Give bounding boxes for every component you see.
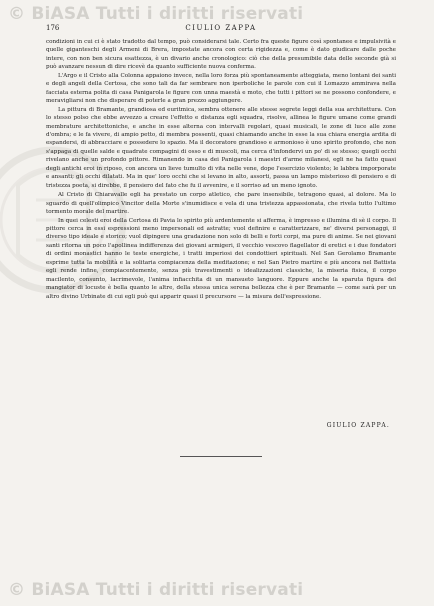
watermark-top: © BiASA Tutti i diritti riservati <box>8 4 304 24</box>
paragraph: La pittura di Bramante, grandiosa ed euritmica, sembra ottenere alle stesse segrete leggi della sua architettura. Con lo stesso polso che ebbe avvezzo a creare l'effetto e distanza egli squadra, risolve, allinea le figure umane come grandi membrature architettoniche, e anche in esse alterna con intervalli regolari, quasi musicali, le zone di luce alle zone d'ombra; e le fa vivere, di ampio petto, di membra possenti, quasi chiamando anche in esse la sua chiara energia ardita di espandersi, di abbracciare e possedere lo spazio. Ma il decoratore grandioso e armonioso è uno spirito profondo, che non s'appaga di quelle salde e quadrate compagini di osso e di muscoli, ma cerca d'infondervi un po' di se stesso; quegli occhi rivelano anche un profondo pittore. Rimanendo in casa dei Panigarola i maestri d'arme milanesi, egli ne ha fatto quasi degli antichi eroi in riposo, con ancora un lieve tumulto di vita nelle vene, dope l'esercizio violento; le labbra imporporate e ansanti; gli occhi dilatati. Ma in que' loro occhi che si levano in alto, assorti, passa un lampo misterioso di pensiero e di tristezza poeta, si direbbe, il pensiero del fato che fu il avvenire, e il sorriso ad un meno ignoto. <box>46 106 396 189</box>
paragraph: condizioni in cui ci è stato tradotto dal tempo, può considerarsi tale. Certo fra queste figure così spontanee e impulsività e quelle giganteschi degli Armeni di Brera, impostate ancora con certa rigidezza e, come è dato giudicare dalle poche intere, con non ben sicura esattezza, è un divario anche cronologico: ciò che della presumibile data delle seconde già si può avanzare nessun di dire ricevè da quanto sufficiente nuova conferma. <box>46 39 396 71</box>
author-signature: GIULIO ZAPPA. <box>326 422 390 429</box>
running-head <box>46 24 396 34</box>
article-body <box>46 38 396 301</box>
paragraph: In quei celesti eroi della Certosa di Pavia lo spirito più ardentemente si afferma, è impresso e illumina di sè il corpo. Il pittore cerca in essi espressioni meno impersonali ed astratte; vuol definire e caratterizzare, ne' diversi personaggi, il diverso tipo ideale e storico; vuol dipingere una gradazione non solo di belli e forti corpi, ma pure di anime. Se nei giovani santi ritorna un poco l'apollinea indifferenza dei giovani armigeri, il vecchio vescovo flagellator di eretici e i due fondatori di ordini monastici hanno le teste energiche, i tratti imperiosi dei condottieri spirituali. Nel San Gerolamo Bramante esprime tutta la mobilità e la solitaria compiacenza della meditazione; e nel San Pietro martire e più ancora nel Battista egli rende infine, compiacentemente, senza più travestimenti o idealizzazioni classiche, la miseria fisica, il corpo macilento, consunto, lacrimevole, l'anima infiacchita di un mansueto languore. Eppure anche la sparuta figura del mangiator di locuste è bella quanto le altre, della stessa unica serena bellezza che è per Bramante — come sarà per un altro divino Urbinate di cui egli può qui apparir quasi il precursore — la misura dell'espressione. <box>46 217 396 300</box>
watermark-bottom: © BiASA Tutti i diritti riservati <box>8 580 304 600</box>
paragraph: L'Argo e il Cristo alla Colonna appaiono invece, nella loro forza più spontaneamente atteggiata, meno lontani dei santi e degli angeli della Certosa, che sono tali da far sembrare non iperboliche le parole con cui il Lomazzo ammirava nella facciata esterna polita di casa Panigarola le figure con unna maestà e moto, che tutti i pittori se ne possono confondere, e meravigliarsi non che disperare di poterle a gran prezzo aggiungere. <box>46 72 396 105</box>
running-title: CIULIO ZAPPA <box>185 24 257 32</box>
closing-rule <box>180 456 262 457</box>
page-number: 176 <box>46 24 60 32</box>
document-page <box>46 24 396 564</box>
paragraph: Al Cristo di Chiaravalle egli ha prestato un corpo atletico, che pare insensibile, tetragono quasi, al dolore. Ma lo sguardo di quell'olimpico Vincitor della Morte s'inumidisce e vela di una tristezza appassionata, che rivela tutto l'ultimo tormento morale del martire. <box>46 192 396 216</box>
